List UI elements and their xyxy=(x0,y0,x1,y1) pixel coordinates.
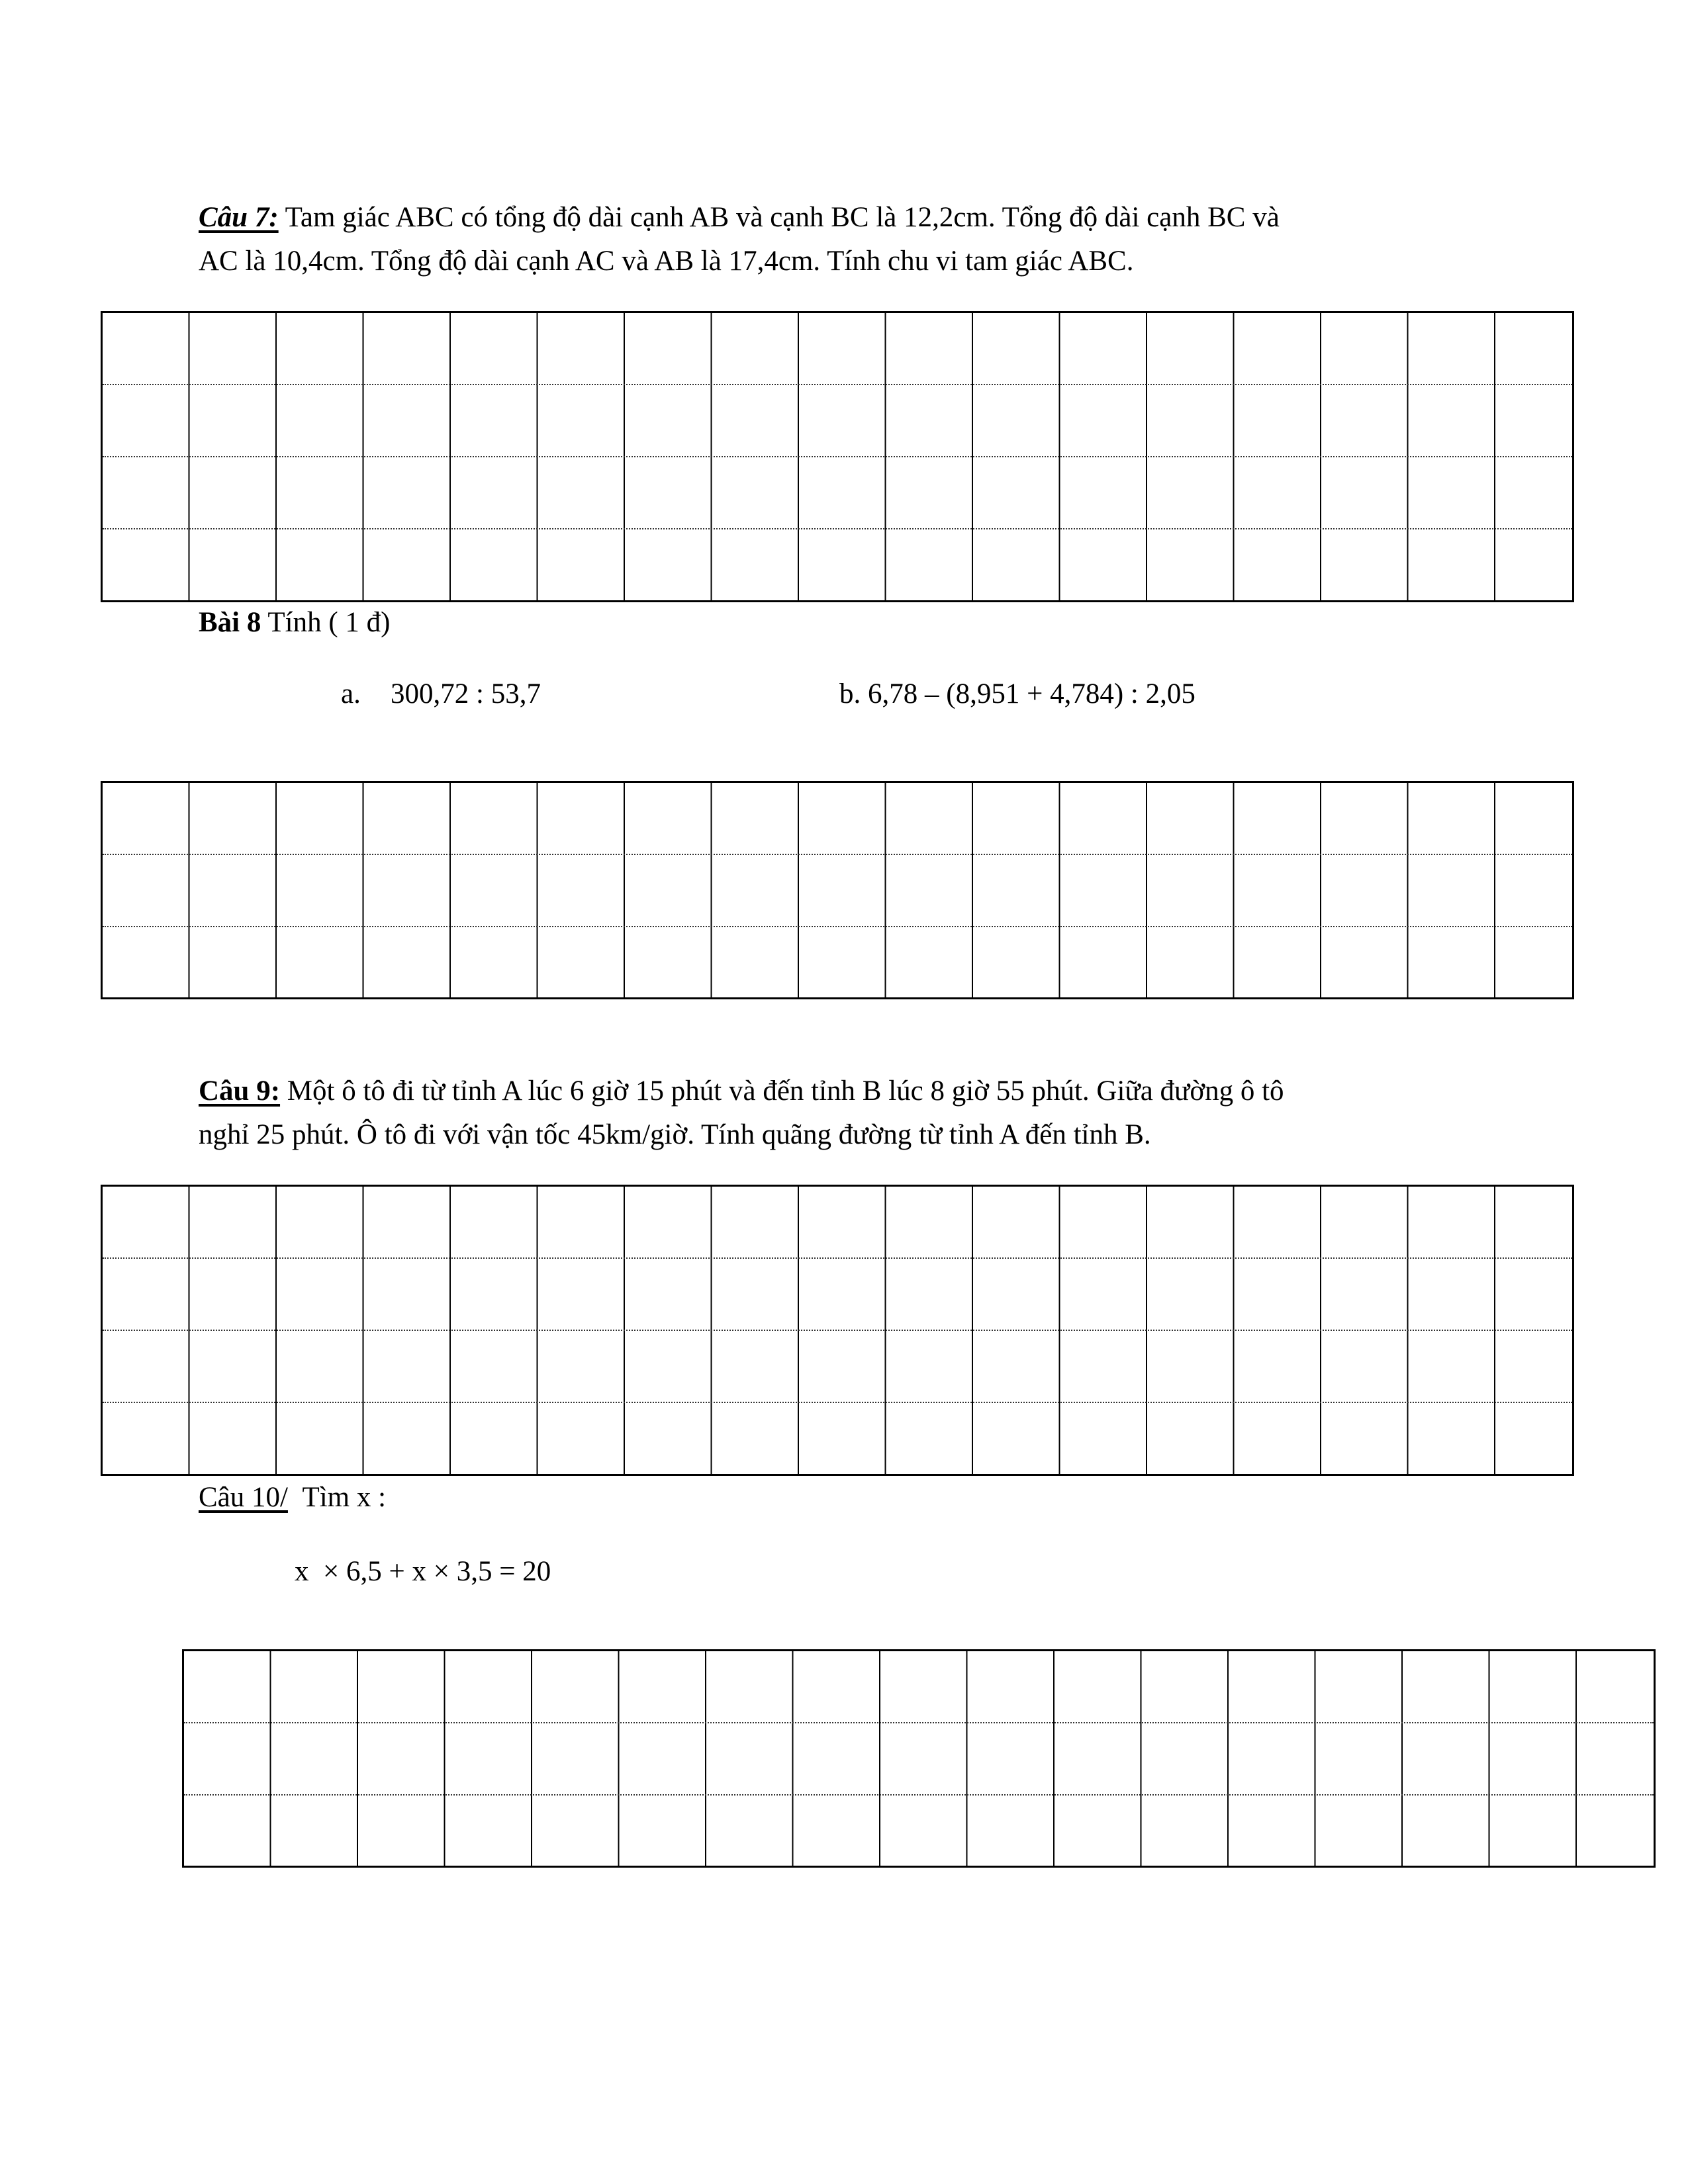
question-10-heading xyxy=(199,1476,386,1520)
question-7-label: Câu 7: xyxy=(199,202,279,233)
question-9-line2: nghỉ 25 phút. Ô tô đi với vận tốc 45km/giờ. Tính quãng đường từ tỉnh A đến tỉnh B. xyxy=(199,1119,1151,1150)
exercise-8-part-b: b. 6,78 – (8,951 + 4,784) : 2,05 xyxy=(839,678,1196,709)
answer-grid-4 xyxy=(182,1649,1656,1868)
exercise-8-heading xyxy=(199,601,390,645)
question-10-equation: x × 6,5 + x × 3,5 = 20 xyxy=(295,1556,551,1587)
answer-grid-1 xyxy=(101,311,1574,602)
exercise-8-part-a-marker: a. xyxy=(341,678,361,709)
exercise-8-title: Tính ( 1 đ) xyxy=(261,607,391,638)
question-7-line1 xyxy=(199,196,1280,240)
question-9-label: Câu 9: xyxy=(199,1075,281,1107)
question-10-label: Câu 10/ xyxy=(199,1482,288,1513)
exercise-8-part-a: 300,72 : 53,7 xyxy=(391,678,541,709)
question-7-line2: AC là 10,4cm. Tổng độ dài cạnh AC và AB là 17,4cm. Tính chu vi tam giác ABC. xyxy=(199,246,1134,277)
question-9-text1: Một ô tô đi từ tỉnh A lúc 6 giờ 15 phút và đến tỉnh B lúc 8 giờ 55 phút. Giữa đường ô tô xyxy=(287,1075,1284,1107)
answer-grid-2 xyxy=(101,781,1574,999)
exercise-8-label: Bài 8 xyxy=(199,607,261,638)
question-7-text1: Tam giác ABC có tổng độ dài cạnh AB và cạnh BC là 12,2cm. Tổng độ dài cạnh BC và xyxy=(285,202,1280,233)
answer-grid-3 xyxy=(101,1185,1574,1476)
question-10-title: Tìm x : xyxy=(302,1482,387,1513)
question-9-line1 xyxy=(199,1069,1284,1113)
